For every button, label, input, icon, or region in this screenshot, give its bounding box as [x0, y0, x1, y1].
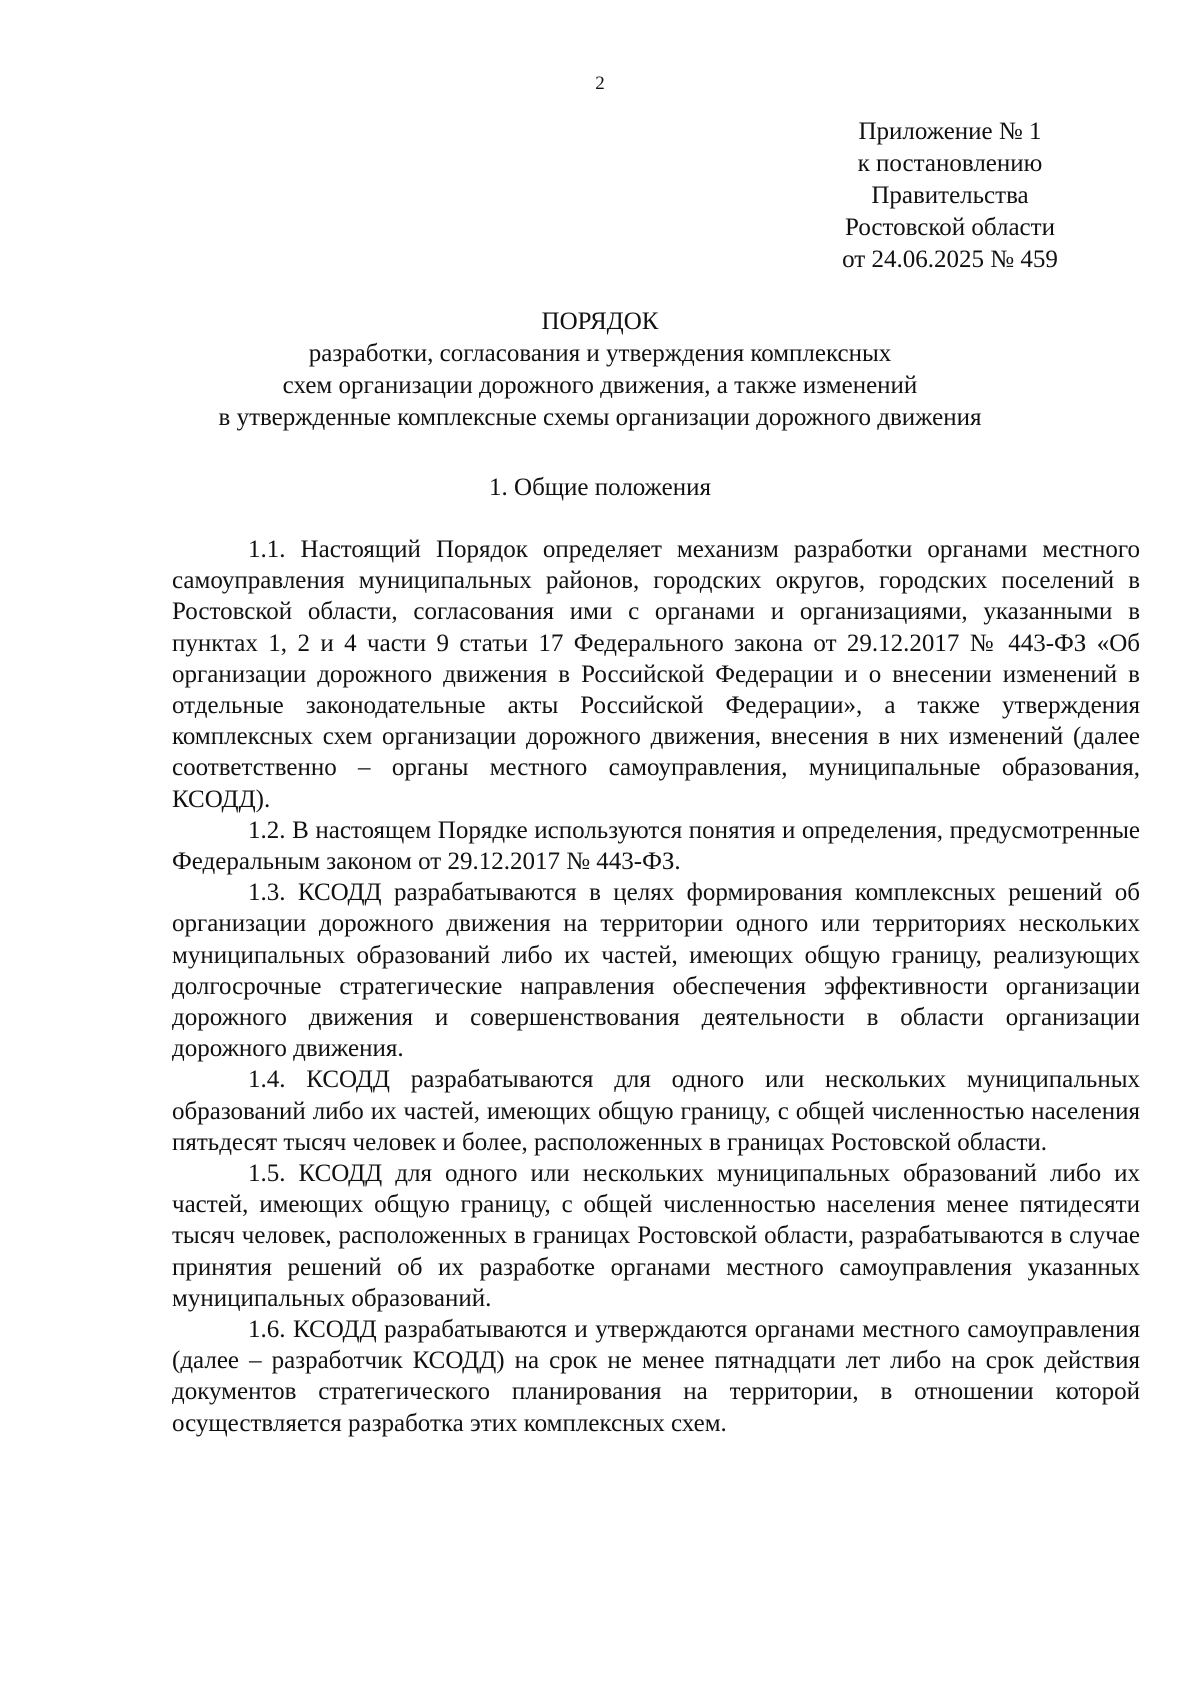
- appendix-line: к постановлению: [857, 150, 1043, 177]
- appendix-line: от 24.06.2025 № 459: [842, 246, 1058, 273]
- appendix-line: Приложение № 1: [858, 118, 1042, 145]
- appendix-line: Ростовской области: [845, 214, 1055, 241]
- document-title: ПОРЯДОК: [541, 308, 659, 335]
- appendix-block: [800, 116, 1100, 276]
- paragraph-1-4: 1.4. КСОДД разрабатываются для одного или нескольких муниципальных образований либо их частей, имеющих общую границу, с общей численностью населения пятьдесят тысяч человек и более, расположенных в границах Ростовской области.: [172, 1066, 1140, 1156]
- document-subtitle: [0, 338, 1200, 434]
- subtitle-line: в утвержденные комплексные схемы организации дорожного движения: [218, 404, 982, 431]
- paragraph-1-3: 1.3. КСОДД разрабатываются в целях формирования комплексных решений об организации дорожного движения на территории одного или территориях нескольких муниципальных образований либо их частей, имеющих общую границу, реализующих долгосрочные стратегические направления обеспечения эффективности организации дорожного движения и совершенствования деятельности в области организации дорожного движения.: [172, 879, 1140, 1063]
- section-heading: 1. Общие положения: [489, 474, 711, 501]
- paragraph-1-2: 1.2. В настоящем Порядке используются понятия и определения, предусмотренные Федеральным законом от 29.12.2017 № 443-ФЗ.: [172, 816, 1140, 876]
- subtitle-line: разработки, согласования и утверждения комплексных: [308, 340, 892, 367]
- paragraph-1-1: 1.1. Настоящий Порядок определяет механизм разработки органами местного самоуправления муниципальных районов, городских округов, городских поселений в Ростовской области, согласования ими с органами и организациями, указанными в пунктах 1, 2 и 4 части 9 статьи 17 Федерального закона от 29.12.2017 № 443-ФЗ «Об организации дорожного движения в Российской Федерации и о внесении изменений в отдельные законодательные акты Российской Федерации», а также утверждения комплексных схем организации дорожного движения, внесения в них изменений (далее соответственно – органы местного самоуправления, муниципальные образования, КСОДД).: [172, 536, 1140, 813]
- page-number: 2: [595, 73, 605, 94]
- paragraph-1-5: 1.5. КСОДД для одного или нескольких муниципальных образований либо их частей, имеющих общую границу, с общей численностью населения менее пятидесяти тысяч человек, расположенных в границах Ростовской области, разрабатываются в случае принятия решений об их разработке органами местного самоуправления указанных муниципальных образований.: [172, 1160, 1140, 1312]
- body-text: [172, 534, 1140, 1439]
- paragraph-1-6: 1.6. КСОДД разрабатываются и утверждаются органами местного самоуправления (далее – разработчик КСОДД) на срок не менее пятнадцати лет либо на срок действия документов стратегического планирования на территории, в отношении которой осуществляется разработка этих комплексных схем.: [172, 1316, 1140, 1437]
- subtitle-line: схем организации дорожного движения, а также изменений: [282, 372, 918, 399]
- appendix-line: Правительства: [871, 182, 1029, 209]
